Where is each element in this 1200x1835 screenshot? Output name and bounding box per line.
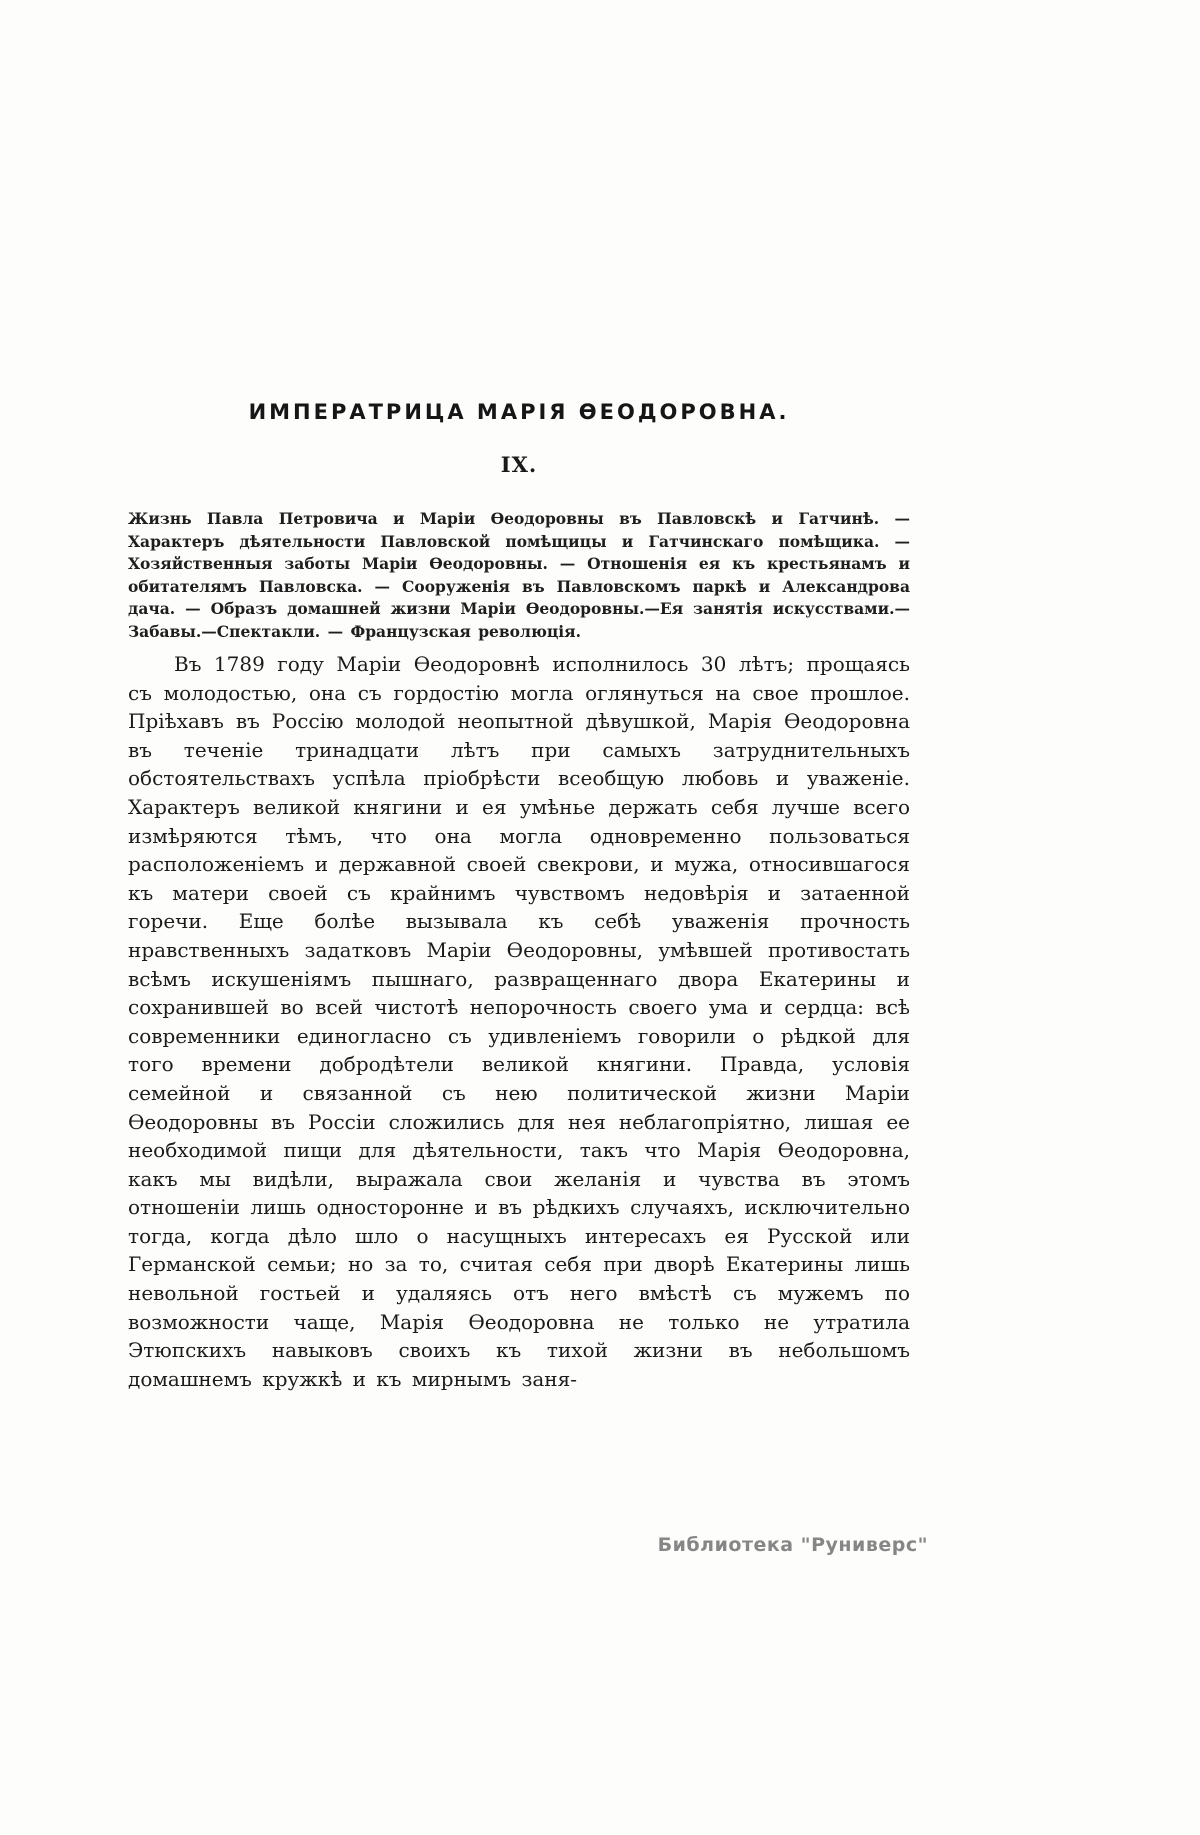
body-paragraph: Въ 1789 году Маріи Ѳеодоровнѣ исполнилось 30 лѣтъ; прощаясь съ молодостью, она съ гордостію могла оглянуться на свое прошлое. Пріѣхавъ въ Россію молодой неопытной дѣвушкой, Марія Ѳеодоровна въ теченіе тринадцати лѣтъ при самыхъ затруднительныхъ обстоятельствахъ успѣла пріобрѣсти всеобщую любовь и уваженіе. Характеръ великой княгини и ея умѣнье держать себя лучше всего измѣряются тѣмъ, что она могла одновременно пользоваться расположеніемъ и державной своей свекрови, и мужа, относившагося къ матери своей съ крайнимъ чувствомъ недовѣрія и затаенной горечи. Еще болѣе вызывала къ себѣ уваженія прочность нравственныхъ задатковъ Маріи Ѳеодоровны, умѣвшей противостать всѣмъ искушеніямъ пышнаго, развращеннаго двора Екатерины и сохранившей во всей чистотѣ непорочность своего ума и сердца: всѣ современники единогласно съ удивленіемъ говорили о рѣдкой для того времени добродѣтели великой княгини. Правда, условія семейной и связанной съ нею политической жизни Маріи Ѳеодоровны въ Россіи сложились для нея неблагопріятно, лишая ее необходимой пищи для дѣятельности, такъ что Марія Ѳеодоровна, какъ мы видѣли, выражала свои желанія и чувства въ этомъ отношеніи лишь односторонне и въ рѣдкихъ случаяхъ, исключительно тогда, когда дѣло шло о насущныхъ интересахъ ея Русской или Германской семьи; но за то, считая себя при дворѣ Екатерины лишь невольной гостьей и удаляясь отъ него вмѣстѣ съ мужемъ по возможности чаще, Марія Ѳеодоровна не только не утратила Этюпскихъ навыковъ своихъ къ тихой жизни въ небольшомъ домашнемъ кружкѣ и къ мирнымъ заня- <box>128 652 910 1391</box>
page-title: ИМПЕРАТРИЦА МАРІЯ ѲЕОДОРОВНА. <box>248 400 790 424</box>
chapter-summary: Жизнь Павла Петровича и Маріи Ѳеодоровны въ Павловскѣ и Гатчинѣ. — Характеръ дѣятельности Павловской помѣщицы и Гатчинскаго помѣщика. — Хозяйственныя заботы Маріи Ѳеодоровны. — Отношенія ея къ крестьянамъ и обитателямъ Павловска. — Сооруженія въ Павловскомъ паркѣ и Александрова дача. — Образъ домашней жизни Маріи Ѳеодоровны.—Ея занятія искусствами.—Забавы.—Спектакли. — Французская революція. <box>128 509 910 641</box>
library-watermark: Библиотека "Руниверс" <box>657 1534 928 1556</box>
chapter-number: IX. <box>500 452 538 477</box>
